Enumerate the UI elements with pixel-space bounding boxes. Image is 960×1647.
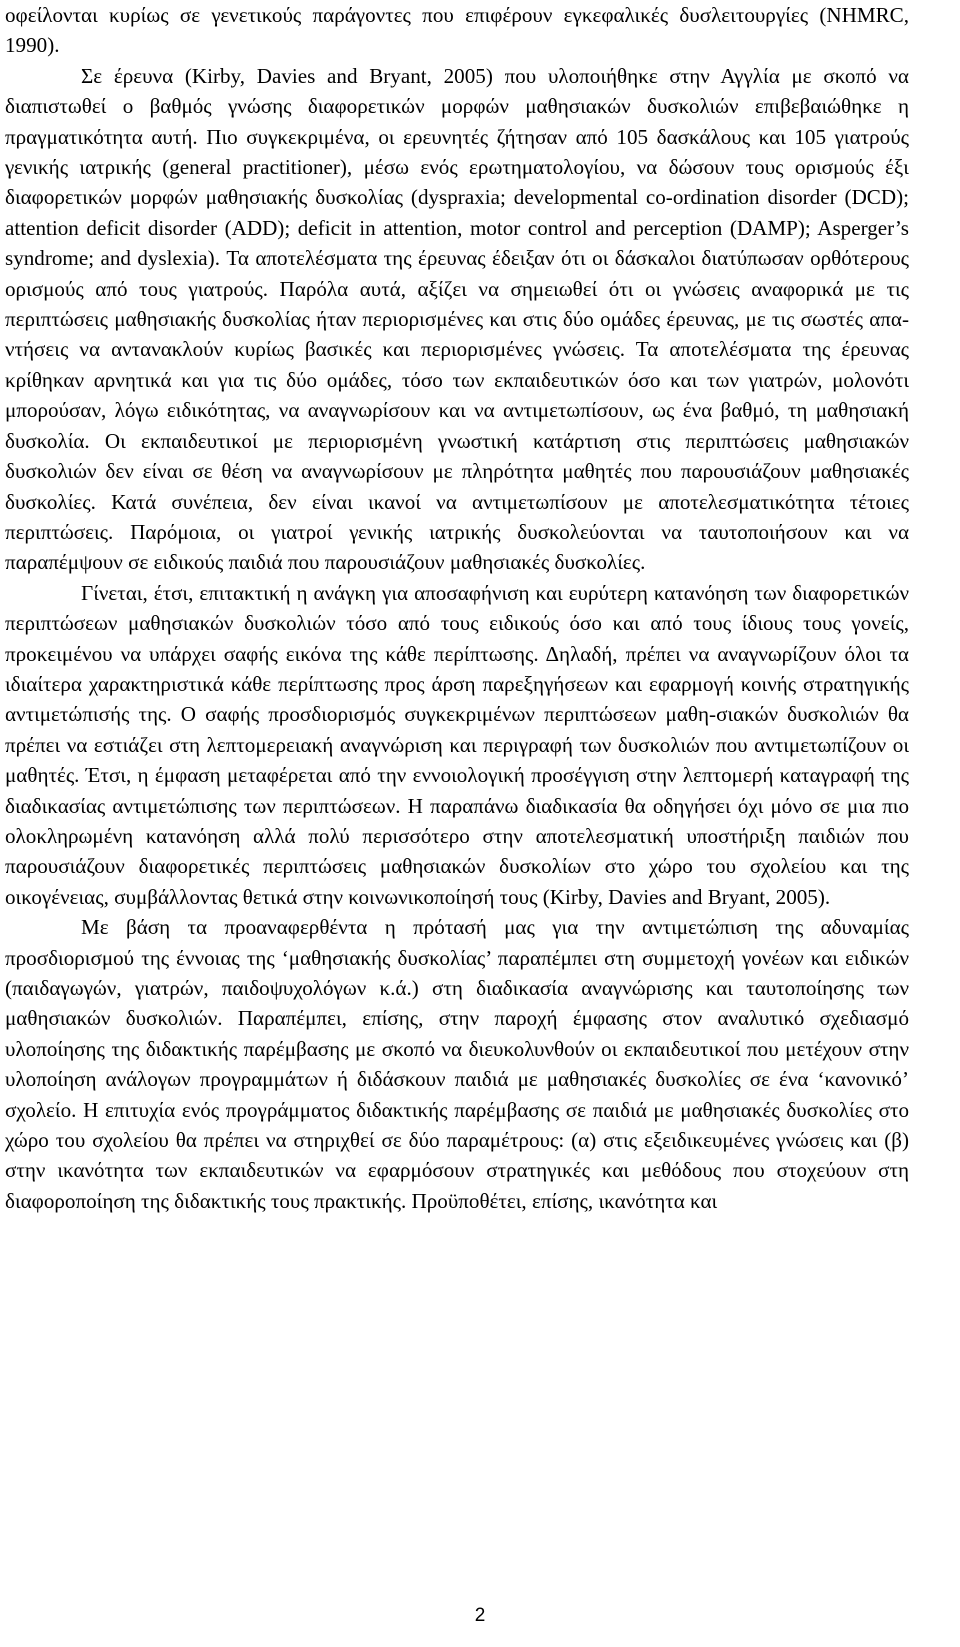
document-page [5,0,909,1216]
paragraph-kirby-study: Σε έρευνα (Kirby, Davies and Bryant, 2005) που υλοποιήθηκε στην Αγγλία με σκοπό να διαπιστωθεί ο βαθμός γνώσης διαφορετικών μορφών μαθησιακών δυσκολιών επιβεβαιώθηκε η πραγματικότητα αυτή. Πιο συγκεκριμένα, οι ερευνητές ζήτησαν από 105 δασκάλους και 105 γιατρούς γενικής ιατρικής (general practitioner), μέσω ενός ερωτηματολογίου, να δώσουν τους ορισμούς έξι διαφορετικών μορφών μαθησιακής δυσκολίας (dyspraxia; developmental co-ordination disorder (DCD); attention deficit disorder (ADD); deficit in attention, motor control and perception (DAMP); Asperger’s syndrome; and dyslexia). Τα αποτελέσματα της έρευνας έδειξαν ότι οι δάσκαλοι διατύπωσαν ορθότερους ορισμούς από τους γιατρούς. Παρόλα αυτά, αξίζει να σημειωθεί ότι οι γνώσεις αναφορικά με τις περιπτώσεις μαθησιακής δυσκολίας ήταν περιορισμένες και στις δύο ομάδες έρευνας, με τις σωστές απαντήσεις να αντανακλούν κυρίως βασικές και περιορισμένες γνώσεις. Τα αποτελέσματα της έρευνας κρίθηκαν αρνητικά και για τις δύο ομάδες, τόσο των εκπαιδευτικών όσο και των γιατρών, μολονότι μπορούσαν, λόγω ειδικότητας, να αναγνωρίσουν και να αντιμετωπίσουν, ως ένα βαθμό, τη μαθησιακή δυσκολία. Οι εκπαιδευτικοί με περιορισμένη γνωστική κατάρτιση στις περιπτώσεις μαθησιακών δυσκολιών δεν είναι σε θέση να αναγνωρίσουν με πληρότητα μαθητές που παρουσιάζουν μαθησιακές δυσκολίες. Κατά συνέπεια, δεν είναι ικανοί να αντιμετωπίσουν με αποτελεσματικότητα τέτοιες περιπτώσεις. Παρόμοια, οι γιατροί γενικής ιατρικής δυσκολεύονται να ταυτοποιήσουν και να παραπέμψουν σε ειδικούς παιδιά που παρουσιάζουν μαθησιακές δυσκολίες. [5,63,909,575]
paragraph-clarification-need: Γίνεται, έτσι, επιτακτική η ανάγκη για αποσαφήνιση και ευρύτερη κατανόηση των διαφορετικών περιπτώσεων μαθησιακών δυσκολιών τόσο από τους ειδικούς όσο και από τους ίδιους τους γονείς, προκειμένου να υπάρχει σαφής εικόνα της κάθε περίπτωσης. Δηλαδή, πρέπει να αναγνωρίζουν όλοι τα ιδιαίτερα χαρακτηριστικά κάθε περίπτωσης προς άρση παρεξηγήσεων και εφαρμογή κοινής στρατηγικής αντιμετώπισής της. Ο σαφής προσδιορισμός συγκεκριμένων περιπτώσεων μαθη-σιακών δυσκολιών θα πρέπει να εστιάζει στη λεπτομερειακή αναγνώριση και περιγραφή των δυσκολιών που αντιμετωπίζουν οι μαθητές. Έτσι, η έμφαση μεταφέρεται από την εννοιολογική προσέγγιση στην λεπτομερή καταγραφή της διαδικασίας αντιμετώπισης των περιπτώσεων. Η παραπάνω διαδικασία θα οδηγήσει όχι μόνο σε μια πιο ολοκληρωμένη κατανόηση αλλά πολύ περισσότερο στην αποτελεσματική υποστήριξη παιδιών που παρουσιάζουν διαφορετικές περιπτώσεις μαθησιακών δυσκολίων στο χώρο του σχολείου και της οικογένειας, συμβάλλοντας θετικά στην κοινωνικοποίησή τους (Kirby, Davies and Bryant, 2005). [5,580,909,909]
page-number: 2 [474,1605,486,1626]
paragraph-proposal: Με βάση τα προαναφερθέντα η πρότασή μας για την αντιμετώπιση της αδυναμίας προσδιορισμού της έννοιας της ‘μαθησιακής δυσκολίας’ παραπέμπει στη συμμετοχή γονέων και ειδικών (παιδαγωγών, γιατρών, παιδοψυχολόγων κ.ά.) στη διαδικασία αναγνώρισης και ταυτοποίησης των μαθησιακών δυσκολιών. Παραπέμπει, επίσης, στην παροχή έμφασης στον αναλυτικό σχεδιασμό υλοποίησης της διδακτικής παρέμβασης με σκοπό να διευκολυνθούν οι εκπαιδευτικοί που μετέχουν στην υλοποίηση ανάλογων προγραμμάτων ή διδάσκουν παιδιά με μαθησιακές δυσκολίες σε ένα ‘κανονικό’ σχολείο. Η επιτυχία ενός προγράμματος διδακτικής παρέμβασης σε παιδιά με μαθησιακές δυσκολίες στο χώρο του σχολείου θα πρέπει να στηριχθεί σε δύο παραμέτρους: (α) στις εξειδικευμένες γνώσεις και (β) στην ικανότητα των εκπαιδευτικών να εφαρμόσουν στρατηγικές και μεθόδους που στοχεύουν στη διαφοροποίηση της διδακτικής τους πρακτικής. Προϋποθέτει, επίσης, ικανότητα και [5,915,909,1213]
paragraph-continuation: οφείλονται κυρίως σε γενετικούς παράγοντες που επιφέρουν εγκεφαλικές δυσλειτουργίες (NHMRC, 1990). [5,3,909,58]
